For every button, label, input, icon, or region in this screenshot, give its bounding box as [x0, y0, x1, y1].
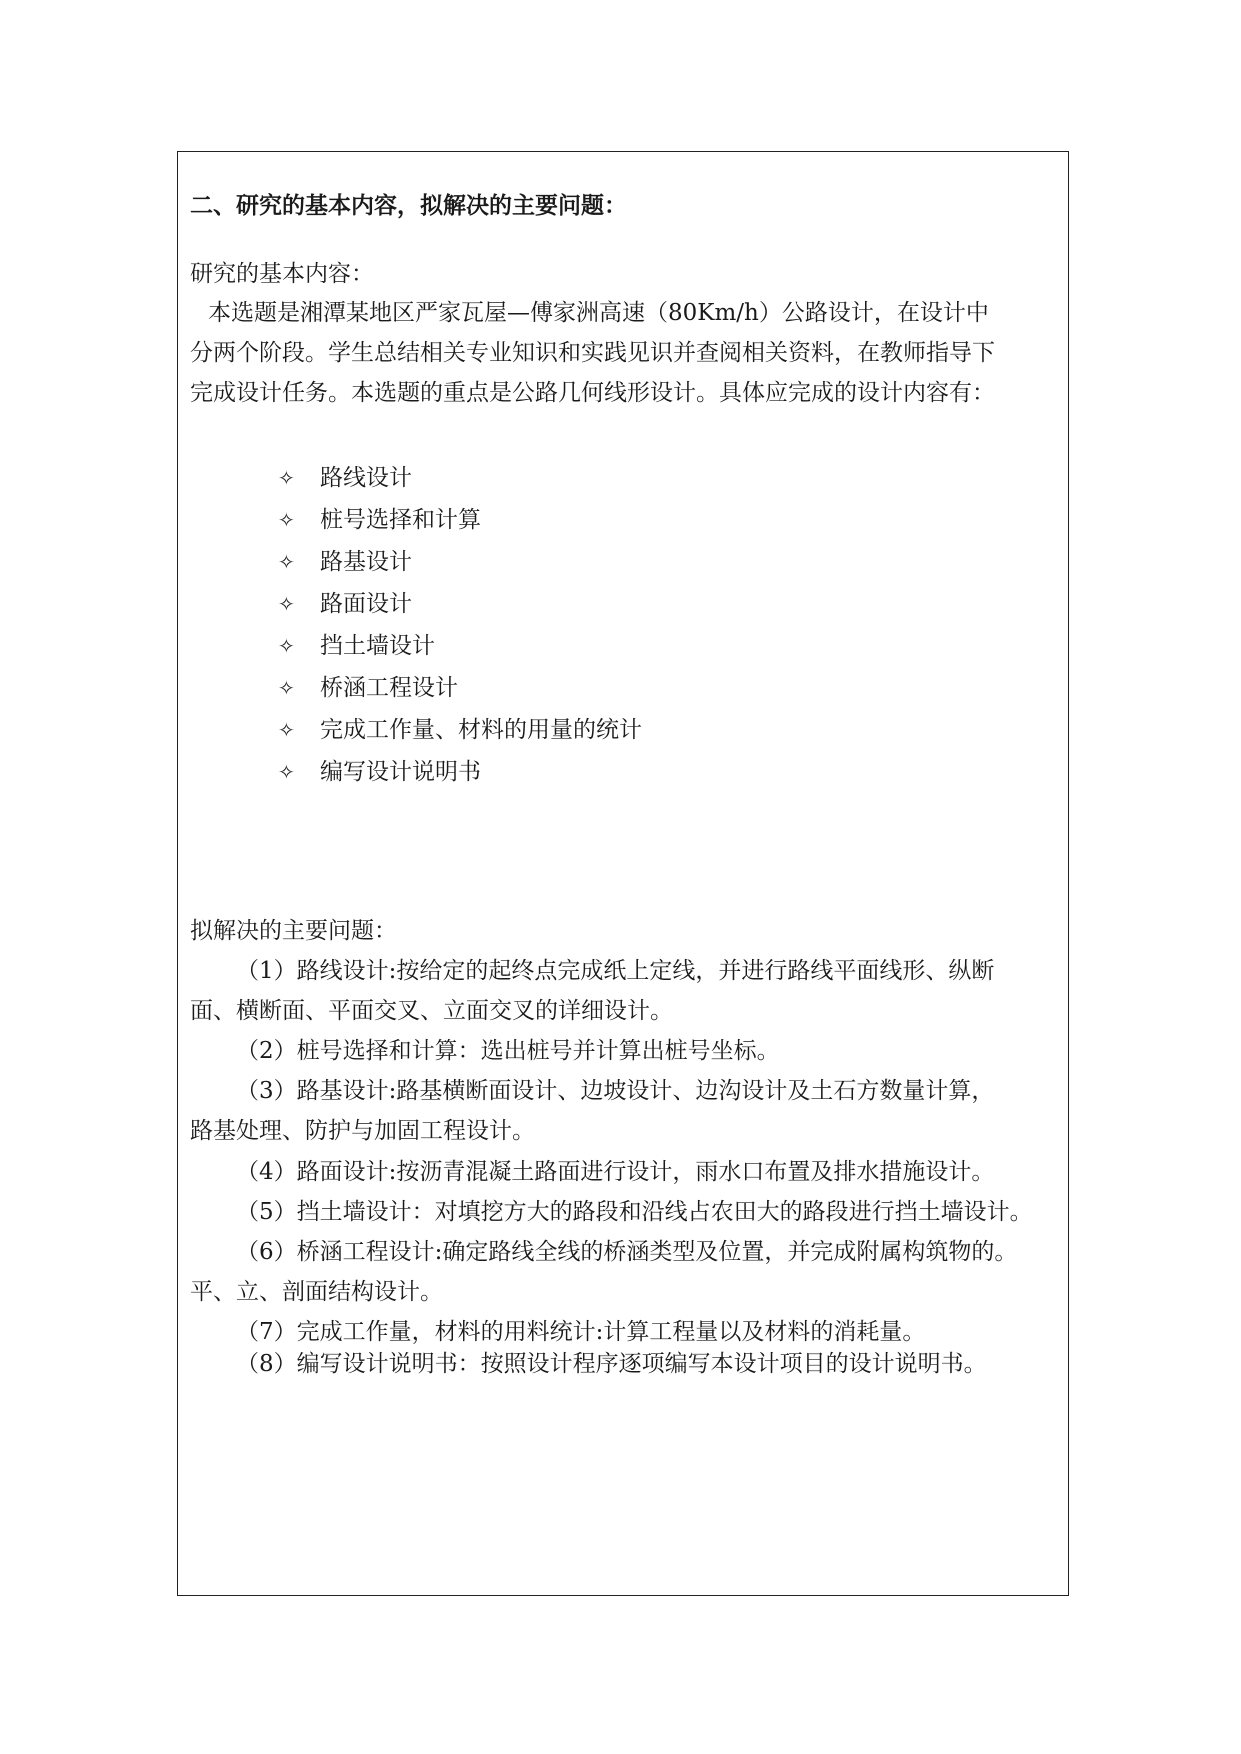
- four-point-star-bullet-icon: ✧: [278, 550, 295, 574]
- problems-line: （7）完成工作量，材料的用料统计:计算工程量以及材料的消耗量。: [236, 1319, 926, 1345]
- problems-line: （4）路面设计:按沥青混凝土路面进行设计，雨水口布置及排水措施设计。: [236, 1159, 995, 1185]
- list-item-label: 桥涵工程设计: [320, 675, 458, 701]
- list-item-label: 挡土墙设计: [320, 633, 435, 659]
- problems-line: （6）桥涵工程设计:确定路线全线的桥涵类型及位置，并完成附属构筑物的。: [236, 1239, 1018, 1265]
- four-point-star-bullet-icon: ✧: [278, 466, 295, 490]
- problems-line: （3）路基设计:路基横断面设计、边坡设计、边沟设计及土石方数量计算，: [236, 1078, 995, 1104]
- list-item-label: 编写设计说明书: [320, 759, 481, 785]
- problems-line: 平、立、剖面结构设计。: [190, 1279, 443, 1305]
- basic-paragraph-line: 分两个阶段。学生总结相关专业知识和实践见识并查阅相关资料，在教师指导下: [190, 340, 995, 366]
- content-frame: [177, 151, 1069, 1596]
- four-point-star-bullet-icon: ✧: [278, 634, 295, 658]
- list-item: [278, 627, 435, 660]
- list-item-label: 路面设计: [320, 591, 412, 617]
- problems-line: 面、横断面、平面交叉、立面交叉的详细设计。: [190, 998, 673, 1024]
- list-item: [278, 753, 481, 786]
- list-item: [278, 669, 458, 702]
- problems-line: （2）桩号选择和计算：选出桩号并计算出桩号坐标。: [236, 1038, 780, 1064]
- problems-heading: 拟解决的主要问题：: [190, 918, 397, 944]
- list-item-label: 路基设计: [320, 549, 412, 575]
- list-item: [278, 711, 642, 744]
- list-item: [278, 501, 481, 534]
- list-item-label: 路线设计: [320, 465, 412, 491]
- problems-line: （8）编写设计说明书：按照设计程序逐项编写本设计项目的设计说明书。: [236, 1351, 987, 1377]
- basic-content-heading: 研究的基本内容：: [190, 261, 374, 287]
- list-item: [278, 459, 412, 492]
- four-point-star-bullet-icon: ✧: [278, 718, 295, 742]
- four-point-star-bullet-icon: ✧: [278, 508, 295, 532]
- problems-line: （5）挡土墙设计：对填挖方大的路段和沿线占农田大的路段进行挡土墙设计。: [236, 1199, 1033, 1225]
- list-item: [278, 543, 412, 576]
- four-point-star-bullet-icon: ✧: [278, 592, 295, 616]
- list-item: [278, 585, 412, 618]
- four-point-star-bullet-icon: ✧: [278, 760, 295, 784]
- section-title: 二、研究的基本内容，拟解决的主要问题：: [190, 192, 627, 219]
- problems-line: 路基处理、防护与加固工程设计。: [190, 1118, 535, 1144]
- list-item-label: 完成工作量、材料的用量的统计: [320, 717, 642, 743]
- basic-paragraph-line: 本选题是湘潭某地区严家瓦屋—傅家洲高速（80Km/h）公路设计，在设计中: [208, 300, 989, 326]
- four-point-star-bullet-icon: ✧: [278, 676, 295, 700]
- problems-line: （1）路线设计:按给定的起终点完成纸上定线，并进行路线平面线形、纵断: [236, 958, 995, 984]
- list-item-label: 桩号选择和计算: [320, 507, 481, 533]
- basic-paragraph-line: 完成设计任务。本选题的重点是公路几何线形设计。具体应完成的设计内容有：: [190, 380, 995, 406]
